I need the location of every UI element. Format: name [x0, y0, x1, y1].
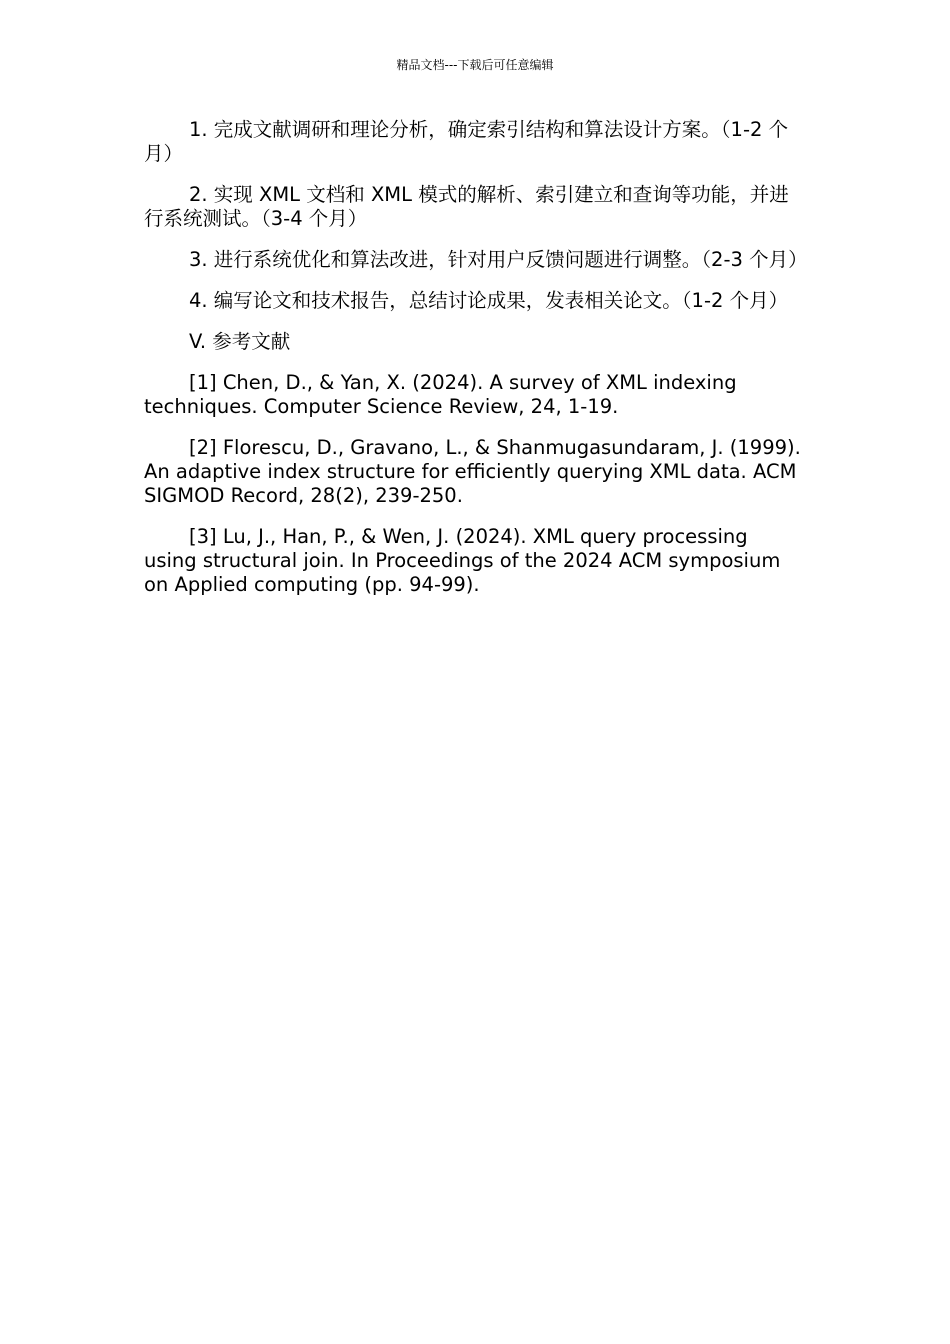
reference-item-1: [1] Chen, D., & Yan, X. (2024). A survey of XML indexing techniques. Computer Science Review, 24, 1-19. [144, 371, 737, 418]
plan-item-1: 1. 完成文献调研和理论分析，确定索引结构和算法设计方案。（1-2 个月） [144, 118, 789, 165]
reference-item-2: [2] Florescu, D., Gravano, L., & Shanmugasundaram, J. (1999). An adaptive index structure for efficiently querying XML data. ACM SIGMOD Record, 28(2), 239-250. [144, 436, 801, 507]
page-header: 精品文档---下载后可任意编辑 [396, 58, 554, 72]
document-body [144, 118, 808, 614]
plan-item-3: 3. 进行系统优化和算法改进，针对用户反馈问题进行调整。（2-3 个月） [189, 248, 808, 271]
plan-item-2: 2. 实现 XML 文档和 XML 模式的解析、索引建立和查询等功能，并进行系统测试。（3-4 个月） [144, 183, 789, 230]
plan-item-4: 4. 编写论文和技术报告，总结讨论成果，发表相关论文。（1-2 个月） [189, 289, 789, 312]
references-heading: V. 参考文献 [189, 330, 291, 353]
reference-item-3: [3] Lu, J., Han, P., & Wen, J. (2024). XML query processing using structural join. In Proceedings of the 2024 ACM symposium on Applied computing (pp. 94-99). [144, 525, 781, 596]
